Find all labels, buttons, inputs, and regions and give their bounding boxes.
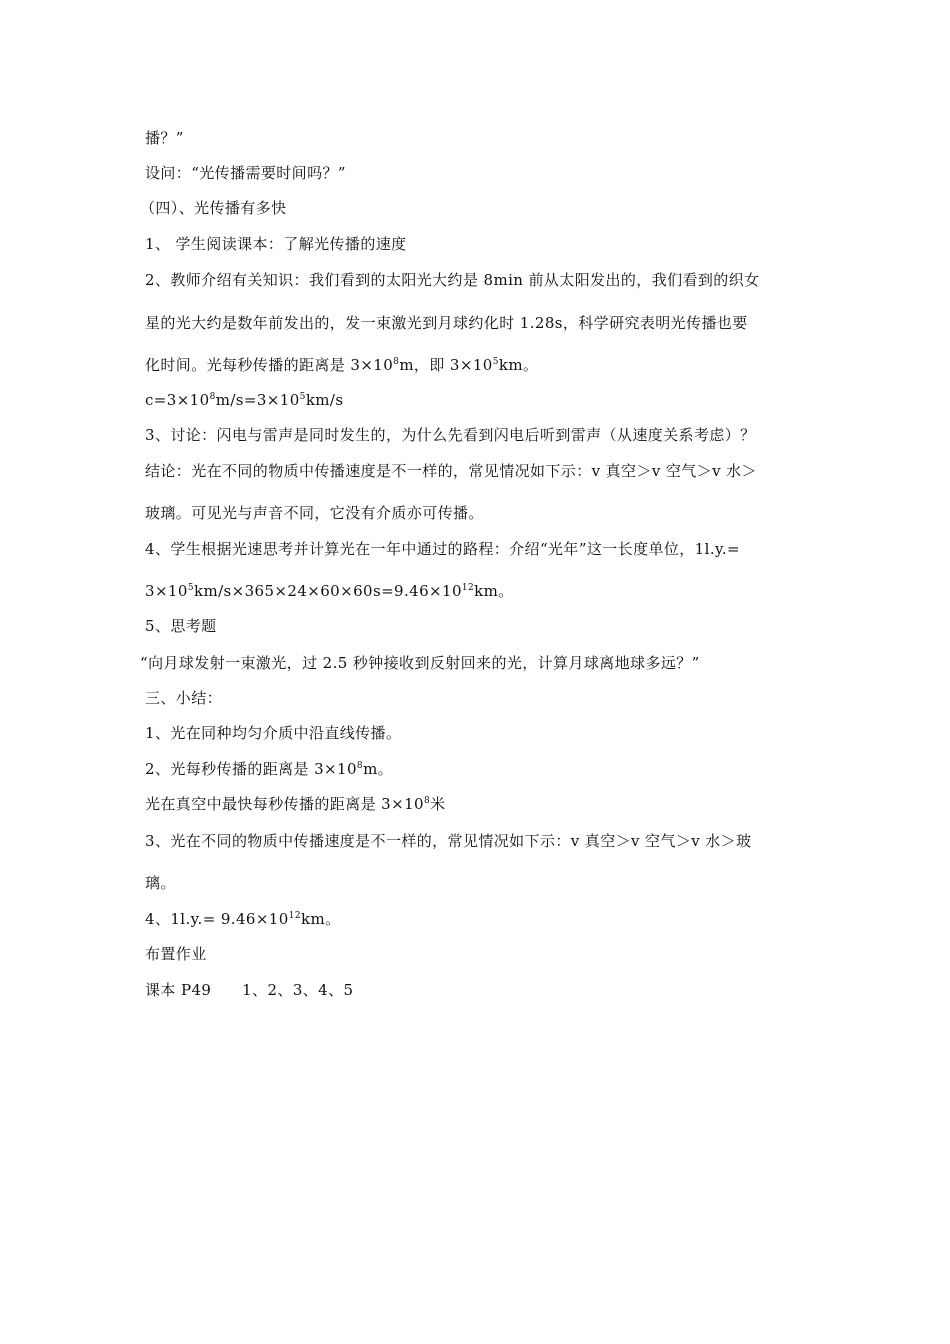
formula-line: $3\times 10^5km/s\times 365\times 24\times 60\times 60s=9.46\times 10^{12}km$。 xyxy=(145,582,514,600)
text-line: 1、光在同种均匀介质中沿直线传播。 xyxy=(145,724,402,742)
text-line: 5、思考题 xyxy=(145,617,217,635)
formula-line: $c=3\times 10^8m/s=3\times 10^5km/s$ xyxy=(145,391,344,409)
section-heading: 布置作业 xyxy=(145,945,207,963)
exponent: 12 xyxy=(461,583,475,593)
text-line: 璃。 xyxy=(145,874,176,892)
text-line: 3、光在不同的物质中传播速度是不一样的，常见情况如下示：v 真空＞v 空气＞v 水＞玻 xyxy=(145,832,752,850)
section-heading: 三、小结： xyxy=(145,689,223,707)
text-line: 2、教师介绍有关知识：我们看到的太阳光大约是 8min 前从太阳发出的，我们看到的织女 xyxy=(145,271,760,289)
text-line: 课本 P49 1、2、3、4、5 xyxy=(145,981,354,999)
exponent: 8 xyxy=(356,761,364,771)
text-line: 玻璃。可见光与声音不同，它没有介质亦可传播。 xyxy=(145,504,484,522)
text-line: 化时间。光每秒传播的距离是 $3\times 10^8m$，即 $3\times 10^5km$。 xyxy=(145,356,539,374)
text-line: 结论：光在不同的物质中传播速度是不一样的，常见情况如下示：v 真空＞v 空气＞v 水＞ xyxy=(145,462,757,480)
text-line: 1、 学生阅读课本：了解光传播的速度 xyxy=(145,235,407,253)
text-line: 4、学生根据光速思考并计算光在一年中通过的路程：介绍“光年”这一长度单位，1l.y.= xyxy=(145,540,741,558)
exponent: 8 xyxy=(209,392,216,402)
text-line: 2、光每秒传播的距离是 $3\times 10^8m$。 xyxy=(145,760,394,778)
text-line: 播？” xyxy=(145,129,184,147)
text-line: 3、讨论：闪电与雷声是同时发生的，为什么先看到闪电后听到雷声（从速度关系考虑）？ xyxy=(145,426,756,444)
text-line: 星的光大约是数年前发出的，发一束激光到月球约化时 1.28s，科学研究表明光传播也要 xyxy=(145,314,748,332)
question-line: “向月球发射一束激光，过 2.5 秒钟接收到反射回来的光，计算月球离地球多远？” xyxy=(140,654,700,672)
exponent: 8 xyxy=(423,796,431,806)
text-line: 设问：“光传播需要时间吗？” xyxy=(145,164,346,182)
exponent: 12 xyxy=(288,911,301,921)
exponent: 5 xyxy=(299,392,306,402)
text-line: 4、$1l.y.= 9.46\times 10^{12}km$。 xyxy=(145,910,341,928)
exponent: 5 xyxy=(187,583,194,593)
text-line: 光在真空中最快每秒传播的距离是 $3\times 10^8$米 xyxy=(145,795,446,813)
exponent: 8 xyxy=(393,357,400,367)
section-heading: （四）、光传播有多快 xyxy=(140,199,287,217)
exponent: 5 xyxy=(492,357,499,367)
